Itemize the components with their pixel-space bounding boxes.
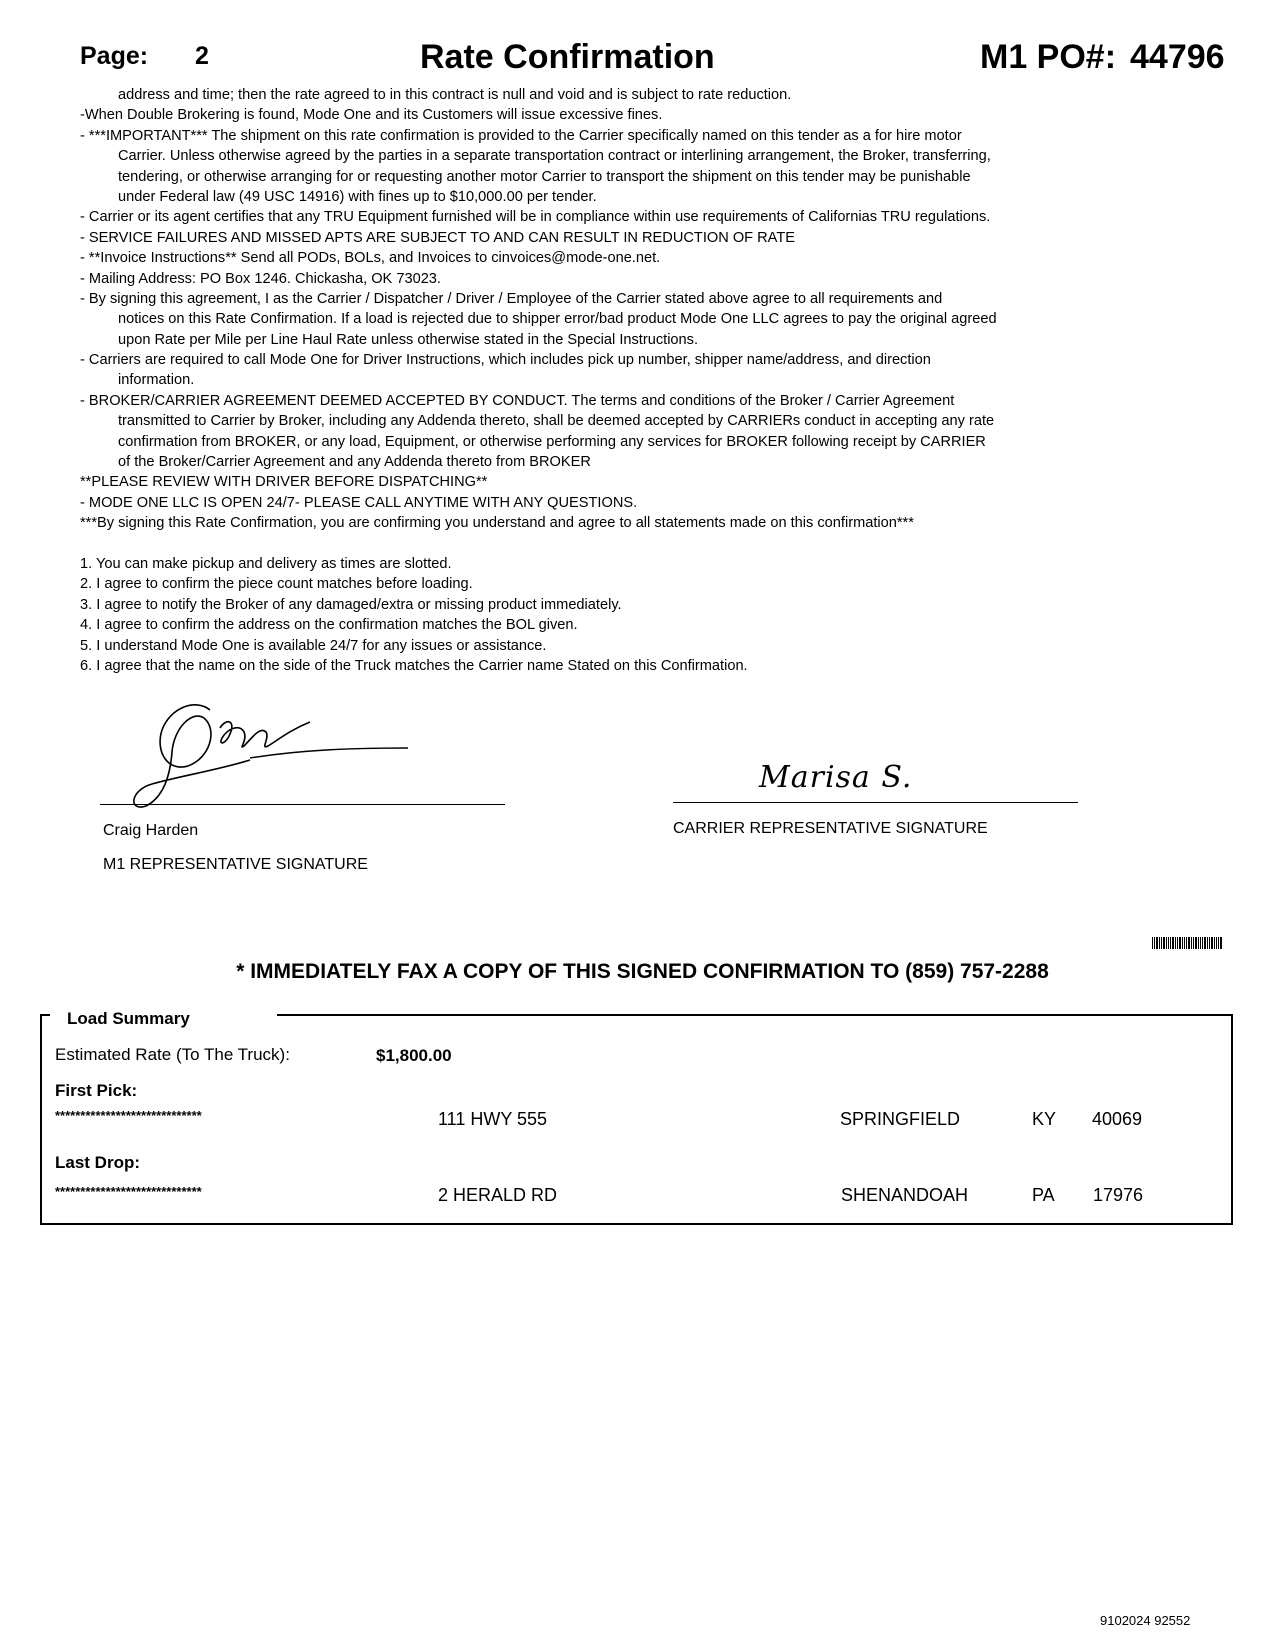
terms-line: - MODE ONE LLC IS OPEN 24/7- PLEASE CALL ANYTIME WITH ANY QUESTIONS. — [80, 494, 638, 511]
box-border — [277, 1014, 1233, 1016]
m1-handwritten-signature — [100, 700, 430, 820]
carrier-signature-label: CARRIER REPRESENTATIVE SIGNATURE — [673, 820, 988, 837]
checklist-item: 2. I agree to confirm the piece count matches before loading. — [80, 576, 473, 593]
fax-notice: * IMMEDIATELY FAX A COPY OF THIS SIGNED CONFIRMATION TO (859) 757-2288 — [236, 960, 1049, 983]
terms-line: -When Double Brokering is found, Mode One and its Customers will issue excessive fines. — [80, 107, 663, 124]
terms-line: ***By signing this Rate Confirmation, you are confirming you understand and agree to all statements made on this confirmation*** — [80, 515, 914, 532]
m1-signature-label: M1 REPRESENTATIVE SIGNATURE — [103, 856, 368, 873]
terms-line: - By signing this agreement, I as the Carrier / Dispatcher / Driver / Employee of the Carrier stated above agree to all requirements and — [80, 290, 943, 307]
terms-line: under Federal law (49 USC 14916) with fines up to $10,000.00 per tender. — [118, 188, 597, 205]
last-drop-label: Last Drop: — [55, 1153, 140, 1172]
m1-signature-line — [100, 804, 505, 805]
page-label: Page: — [80, 42, 149, 70]
terms-line: tendering, or otherwise arranging for or requesting another motor Carrier to transport the shipment on this tender may be punishable — [118, 168, 971, 185]
terms-line: upon Rate per Mile per Line Haul Rate unless otherwise stated in the Special Instructions. — [118, 331, 699, 348]
terms-line: notices on this Rate Confirmation. If a load is rejected due to shipper error/bad product Mode One LLC agrees to pay the original agreed — [118, 311, 997, 328]
last-drop-address: 2 HERALD RD — [438, 1185, 558, 1205]
checklist-item: 1. You can make pickup and delivery as times are slotted. — [80, 555, 452, 572]
terms-line: Carrier. Unless otherwise agreed by the parties in a separate transportation contract or interlining arrangement, the Broker, transferring, — [118, 148, 991, 165]
m1-signature-area — [100, 700, 510, 820]
last-drop-state: PA — [1032, 1185, 1055, 1205]
footer-document-id: 9102024 92552 — [1100, 1613, 1191, 1628]
checklist-item: 4. I agree to confirm the address on the confirmation matches the BOL given. — [80, 617, 578, 634]
first-pick-city: SPRINGFIELD — [840, 1109, 961, 1129]
terms-line: - Carrier or its agent certifies that any TRU Equipment furnished will be in compliance within use requirements of Californias TRU regulations. — [80, 209, 991, 226]
last-drop-city: SHENANDOAH — [841, 1185, 969, 1205]
terms-line: information. — [118, 372, 195, 389]
po-number: 44796 — [1130, 38, 1225, 76]
terms-line: - **Invoice Instructions** Send all PODs, BOLs, and Invoices to cinvoices@mode-one.net. — [80, 250, 661, 267]
terms-line: confirmation from BROKER, or any load, Equipment, or otherwise performing any services for BROKER following receipt by CARRIER — [118, 433, 986, 450]
last-drop-zip: 17976 — [1093, 1185, 1144, 1205]
checklist-item: 3. I agree to notify the Broker of any damaged/extra or missing product immediately. — [80, 596, 622, 613]
page-number: 2 — [195, 42, 209, 70]
spacer — [80, 534, 1200, 554]
terms-section — [80, 85, 1200, 676]
terms-line: address and time; then the rate agreed to in this contract is null and void and is subject to rate reduction. — [118, 87, 792, 103]
box-border — [40, 1014, 50, 1016]
carrier-signature-area — [673, 760, 1078, 805]
terms-line: - Mailing Address: PO Box 1246. Chickasha, OK 73023. — [80, 270, 441, 287]
first-pick-name-masked: ***************************** — [55, 1108, 202, 1123]
po-label: M1 PO#: — [980, 38, 1117, 76]
first-pick-state: KY — [1032, 1109, 1057, 1129]
estimated-rate-label: Estimated Rate (To The Truck): — [55, 1045, 290, 1064]
load-summary-title: Load Summary — [63, 1009, 194, 1029]
first-pick-zip: 40069 — [1092, 1109, 1143, 1129]
terms-line: - SERVICE FAILURES AND MISSED APTS ARE SUBJECT TO AND CAN RESULT IN REDUCTION OF RATE — [80, 229, 795, 246]
carrier-handwritten-signature: Marisa S. — [759, 760, 913, 795]
carrier-signature-line — [673, 802, 1078, 803]
document-title: Rate Confirmation — [420, 38, 715, 76]
first-pick-address: 111 HWY 555 — [438, 1109, 548, 1129]
m1-representative-name: Craig Harden — [103, 822, 199, 839]
checklist-item: 6. I agree that the name on the side of the Truck matches the Carrier name Stated on this Confirmation. — [80, 657, 748, 674]
terms-line: **PLEASE REVIEW WITH DRIVER BEFORE DISPATCHING** — [80, 474, 488, 491]
page-header — [0, 0, 1275, 90]
terms-line: - ***IMPORTANT*** The shipment on this rate confirmation is provided to the Carrier specifically named on this tender as a for hire motor — [80, 127, 962, 144]
terms-line: transmitted to Carrier by Broker, including any Addenda thereto, shall be deemed accepted by CARRIERs conduct in accepting any rate — [118, 413, 995, 430]
terms-line: of the Broker/Carrier Agreement and any Addenda thereto from BROKER — [118, 454, 591, 471]
first-pick-label: First Pick: — [55, 1081, 138, 1100]
last-drop-name-masked: ***************************** — [55, 1184, 202, 1199]
terms-line: - BROKER/CARRIER AGREEMENT DEEMED ACCEPTED BY CONDUCT. The terms and conditions of the Broker / Carrier Agreement — [80, 392, 955, 409]
checklist-item: 5. I understand Mode One is available 24/7 for any issues or assistance. — [80, 637, 547, 654]
estimated-rate-value: $1,800.00 — [376, 1046, 452, 1065]
terms-line: - Carriers are required to call Mode One for Driver Instructions, which includes pick up number, shipper name/address, and direction — [80, 352, 931, 369]
barcode-icon — [1152, 937, 1222, 949]
